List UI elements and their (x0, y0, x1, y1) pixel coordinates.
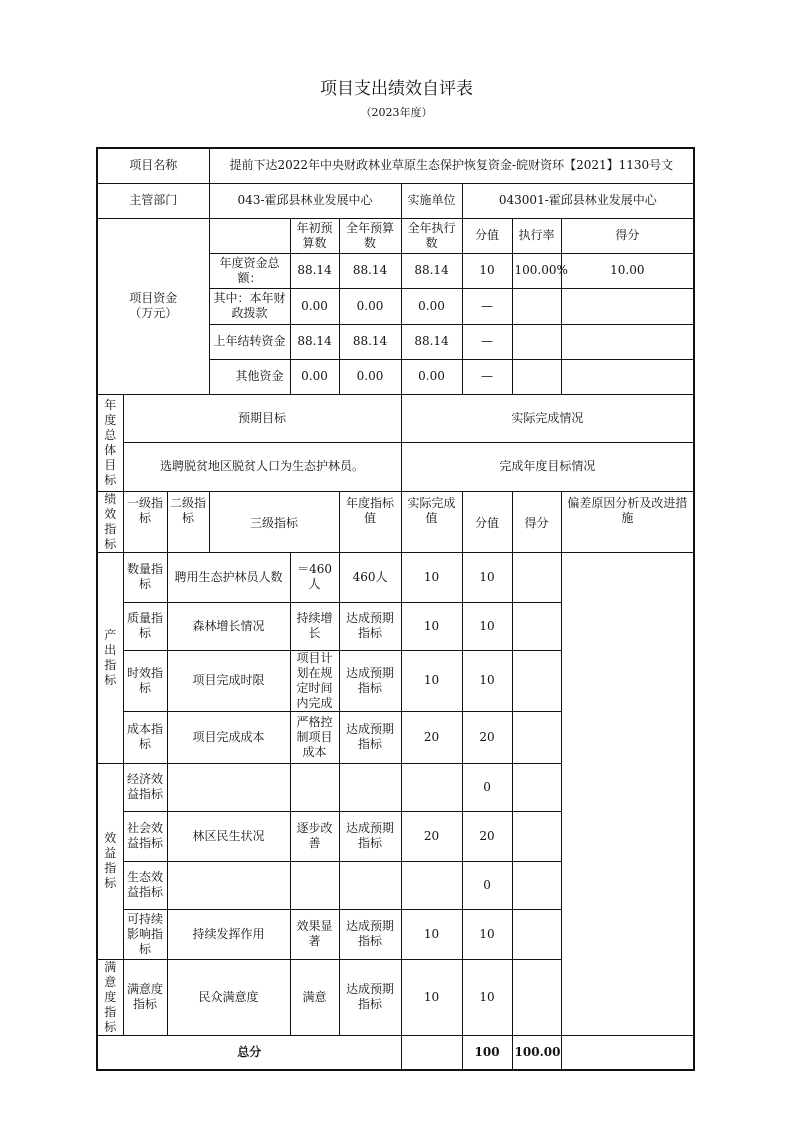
page-subtitle: （2023年度） (360, 106, 433, 119)
funds-header: 全年预算数 (339, 218, 401, 253)
funds-annual: 88.14 (339, 253, 401, 288)
score-value: 10 (401, 959, 462, 1035)
deviation-note (512, 811, 561, 861)
funds-score-value: — (462, 288, 512, 324)
level1-indicator: 满意度指标 (97, 959, 123, 1035)
goals-header-row (97, 394, 694, 442)
funds-rate (512, 324, 561, 359)
performance-row (97, 763, 694, 811)
dept-value: 043-霍邱县林业发展中心 (209, 183, 401, 218)
funds-initial: 88.14 (290, 253, 339, 288)
goals-expected: 选聘脱贫地区脱贫人口为生态护林员。 (123, 442, 401, 491)
goals-actual-header: 实际完成情况 (401, 394, 694, 442)
performance-row (97, 711, 694, 763)
perf-header: 二级指标 (167, 491, 209, 552)
funds-header: 执行率 (512, 218, 561, 253)
funds-score-value: — (462, 359, 512, 394)
goals-row (97, 442, 694, 491)
funds-rate: 100.00% (512, 253, 561, 288)
deviation-note (512, 909, 561, 959)
funds-initial: 88.14 (290, 324, 339, 359)
target-value (290, 861, 339, 909)
performance-row (97, 602, 694, 650)
level3-indicator: 森林增长情况 (167, 602, 290, 650)
funds-executed: 88.14 (401, 324, 462, 359)
level2-indicator: 可持续影响指标 (123, 909, 167, 959)
deviation-note (512, 650, 561, 711)
target-value: 效果显著 (290, 909, 339, 959)
funds-row-name: 其中：本年财政拨款 (209, 288, 290, 324)
score-value: 20 (401, 711, 462, 763)
funds-rate (512, 359, 561, 394)
level2-indicator: 成本指标 (123, 711, 167, 763)
funds-score: 10.00 (561, 253, 694, 288)
total-row (97, 1035, 694, 1070)
actual-value: 达成预期指标 (339, 811, 401, 861)
performance-row (97, 811, 694, 861)
level2-indicator: 经济效益指标 (123, 763, 167, 811)
actual-value: 达成预期指标 (339, 650, 401, 711)
total-blank (401, 1035, 462, 1070)
funds-score-value: — (462, 324, 512, 359)
score-value: 20 (401, 811, 462, 861)
deviation-note (512, 552, 561, 602)
funds-executed: 88.14 (401, 253, 462, 288)
perf-header: 分值 (462, 491, 512, 552)
funds-score (561, 324, 694, 359)
actual-value: 460人 (339, 552, 401, 602)
funds-annual: 0.00 (339, 359, 401, 394)
perf-header: 一级指标 (123, 491, 167, 552)
deviation-note (512, 711, 561, 763)
deviation-note (512, 763, 561, 811)
dept-label: 主管部门 (97, 183, 209, 218)
perf-header: 三级指标 (209, 491, 339, 552)
score: 20 (462, 811, 512, 861)
funds-row-name: 年度资金总额： (209, 253, 290, 288)
self-evaluation-table (96, 147, 695, 1071)
funds-header-row (97, 218, 694, 253)
department-row (97, 183, 694, 218)
score-value: 10 (401, 650, 462, 711)
target-value: 项目计划在规定时间内完成 (290, 650, 339, 711)
level3-indicator: 民众满意度 (167, 959, 290, 1035)
target-value: 持续增长 (290, 602, 339, 650)
funds-rate (512, 288, 561, 324)
level3-indicator: 持续发挥作用 (167, 909, 290, 959)
level3-indicator: 项目完成时限 (167, 650, 290, 711)
funds-label-line2: （万元） (129, 306, 178, 320)
level1-indicator: 产出指标 (97, 552, 123, 763)
deviation-note (512, 959, 561, 1035)
goals-expected-header: 预期目标 (123, 394, 401, 442)
performance-label: 绩效指标 (97, 491, 123, 552)
funds-label-line1: 项目资金 (129, 291, 178, 305)
actual-value: 达成预期指标 (339, 909, 401, 959)
unit-value: 043001-霍邱县林业发展中心 (462, 183, 694, 218)
level3-indicator (167, 763, 290, 811)
level2-indicator: 时效指标 (123, 650, 167, 711)
perf-header: 得分 (512, 491, 561, 552)
funds-annual: 88.14 (339, 324, 401, 359)
level3-indicator: 聘用生态护林员人数 (167, 552, 290, 602)
total-value: 100 (462, 1035, 512, 1070)
score: 10 (462, 959, 512, 1035)
deviation-note (512, 602, 561, 650)
performance-row (97, 861, 694, 909)
project-name-row (97, 148, 694, 183)
level2-indicator: 质量指标 (123, 602, 167, 650)
page-title: 项目支出绩效自评表 (320, 79, 473, 99)
actual-value (339, 861, 401, 909)
score: 0 (462, 861, 512, 909)
performance-row (97, 959, 694, 1035)
score: 0 (462, 763, 512, 811)
actual-value (339, 763, 401, 811)
score-value: 10 (401, 552, 462, 602)
actual-value: 达成预期指标 (339, 602, 401, 650)
funds-executed: 0.00 (401, 359, 462, 394)
performance-row (97, 650, 694, 711)
score: 10 (462, 602, 512, 650)
unit-label: 实施单位 (401, 183, 462, 218)
level2-indicator: 数量指标 (123, 552, 167, 602)
level3-indicator (167, 861, 290, 909)
funds-executed: 0.00 (401, 288, 462, 324)
target-value: ＝460人 (290, 552, 339, 602)
total-label: 总分 (97, 1035, 401, 1070)
funds-header: 得分 (561, 218, 694, 253)
performance-header-row (97, 491, 694, 552)
funds-score-value: 10 (462, 253, 512, 288)
target-value (290, 763, 339, 811)
goals-label: 年度总体目标 (97, 394, 123, 491)
total-note (561, 1035, 694, 1070)
score-value: 10 (401, 602, 462, 650)
performance-row (97, 552, 694, 602)
goals-actual: 完成年度目标情况 (401, 442, 694, 491)
target-value: 满意 (290, 959, 339, 1035)
funds-initial: 0.00 (290, 359, 339, 394)
total-score: 100.00 (512, 1035, 561, 1070)
score-value (401, 861, 462, 909)
level2-indicator: 社会效益指标 (123, 811, 167, 861)
score: 10 (462, 909, 512, 959)
score-value (401, 763, 462, 811)
score: 20 (462, 711, 512, 763)
deviation-note (512, 861, 561, 909)
actual-value: 达成预期指标 (339, 959, 401, 1035)
score: 10 (462, 650, 512, 711)
funds-initial: 0.00 (290, 288, 339, 324)
actual-value: 达成预期指标 (339, 711, 401, 763)
level1-indicator: 效益指标 (97, 763, 123, 959)
performance-row (97, 909, 694, 959)
funds-row-name: 其他资金 (209, 359, 290, 394)
funds-header: 全年执行数 (401, 218, 462, 253)
funds-score (561, 359, 694, 394)
project-name-value: 提前下达2022年中央财政林业草原生态保护恢复资金-皖财资环【2021】1130号文 (209, 148, 694, 183)
perf-header: 实际完成值 (401, 491, 462, 552)
funds-row-name: 上年结转资金 (209, 324, 290, 359)
perf-header: 偏差原因分析及改进措施 (561, 491, 694, 552)
score-value: 10 (401, 909, 462, 959)
score: 10 (462, 552, 512, 602)
funds-header: 年初预算数 (290, 218, 339, 253)
funds-header-blank (209, 218, 290, 253)
target-value: 严格控制项目成本 (290, 711, 339, 763)
funds-label (97, 218, 209, 394)
funds-annual: 0.00 (339, 288, 401, 324)
project-name-label: 项目名称 (97, 148, 209, 183)
level3-indicator: 林区民生状况 (167, 811, 290, 861)
level3-indicator: 项目完成成本 (167, 711, 290, 763)
level2-indicator: 生态效益指标 (123, 861, 167, 909)
perf-header: 年度指标值 (339, 491, 401, 552)
target-value: 逐步改善 (290, 811, 339, 861)
funds-score (561, 288, 694, 324)
level2-indicator: 满意度指标 (123, 959, 167, 1035)
funds-header: 分值 (462, 218, 512, 253)
